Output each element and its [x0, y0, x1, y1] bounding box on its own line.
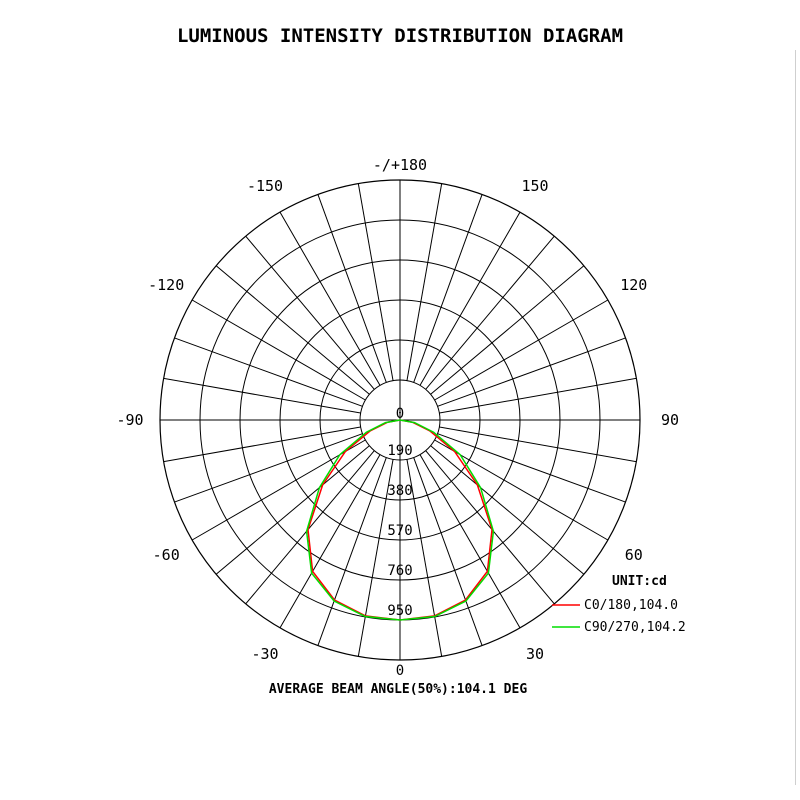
- radial-line-40: [426, 451, 555, 604]
- beam-angle-footer: AVERAGE BEAM ANGLE(50%):104.1 DEG: [268, 682, 528, 697]
- radial-line-50: [431, 446, 584, 575]
- angle-label-30: 30: [525, 644, 545, 663]
- angle-label-120: 120: [620, 276, 648, 294]
- ring-label-570: 570: [387, 523, 413, 539]
- radial-line-170: [407, 184, 442, 381]
- radial-line-280: [164, 427, 361, 462]
- angle-label-neg60: -60: [152, 546, 180, 564]
- legend-entry-1: C90/270,104.2: [584, 620, 686, 635]
- angle-label-150: 150: [521, 177, 549, 196]
- ring-label-190: 190: [387, 443, 413, 459]
- radial-line-140: [426, 236, 555, 389]
- radial-line-250: [174, 338, 362, 406]
- angle-label-neg30: -30: [251, 644, 279, 663]
- ring-label-950: 950: [387, 603, 413, 619]
- radial-line-100: [439, 378, 636, 413]
- radial-line-130: [431, 266, 584, 395]
- angle-label-60: 60: [624, 546, 643, 564]
- radial-line-190: [358, 184, 393, 381]
- center-label: 0: [395, 406, 405, 422]
- angle-label-neg150: -150: [246, 177, 284, 196]
- radial-line-80: [439, 427, 636, 462]
- radial-line-200: [318, 194, 386, 382]
- radial-line-320: [246, 451, 375, 604]
- chart-title: LUMINOUS INTENSITY DISTRIBUTION DIAGRAM: [176, 25, 624, 47]
- angle-label-neg90: -90: [116, 411, 144, 429]
- legend-entry-0: C0/180,104.0: [584, 598, 678, 613]
- radial-line-310: [216, 446, 369, 575]
- angle-label-180: -/+180: [372, 156, 428, 174]
- legend-unit-label: UNIT:cd: [612, 574, 667, 589]
- angle-label-90: 90: [660, 411, 680, 429]
- radial-line-230: [216, 266, 369, 395]
- radial-line-110: [438, 338, 626, 406]
- ring-label-380: 380: [387, 483, 413, 499]
- radial-line-260: [164, 378, 361, 413]
- angle-label-neg120: -120: [148, 276, 185, 294]
- radial-line-160: [414, 194, 482, 382]
- radial-line-220: [246, 236, 375, 389]
- bottom-angle-label: 0: [395, 663, 405, 679]
- legend: [552, 574, 686, 635]
- ring-label-760: 760: [387, 563, 413, 579]
